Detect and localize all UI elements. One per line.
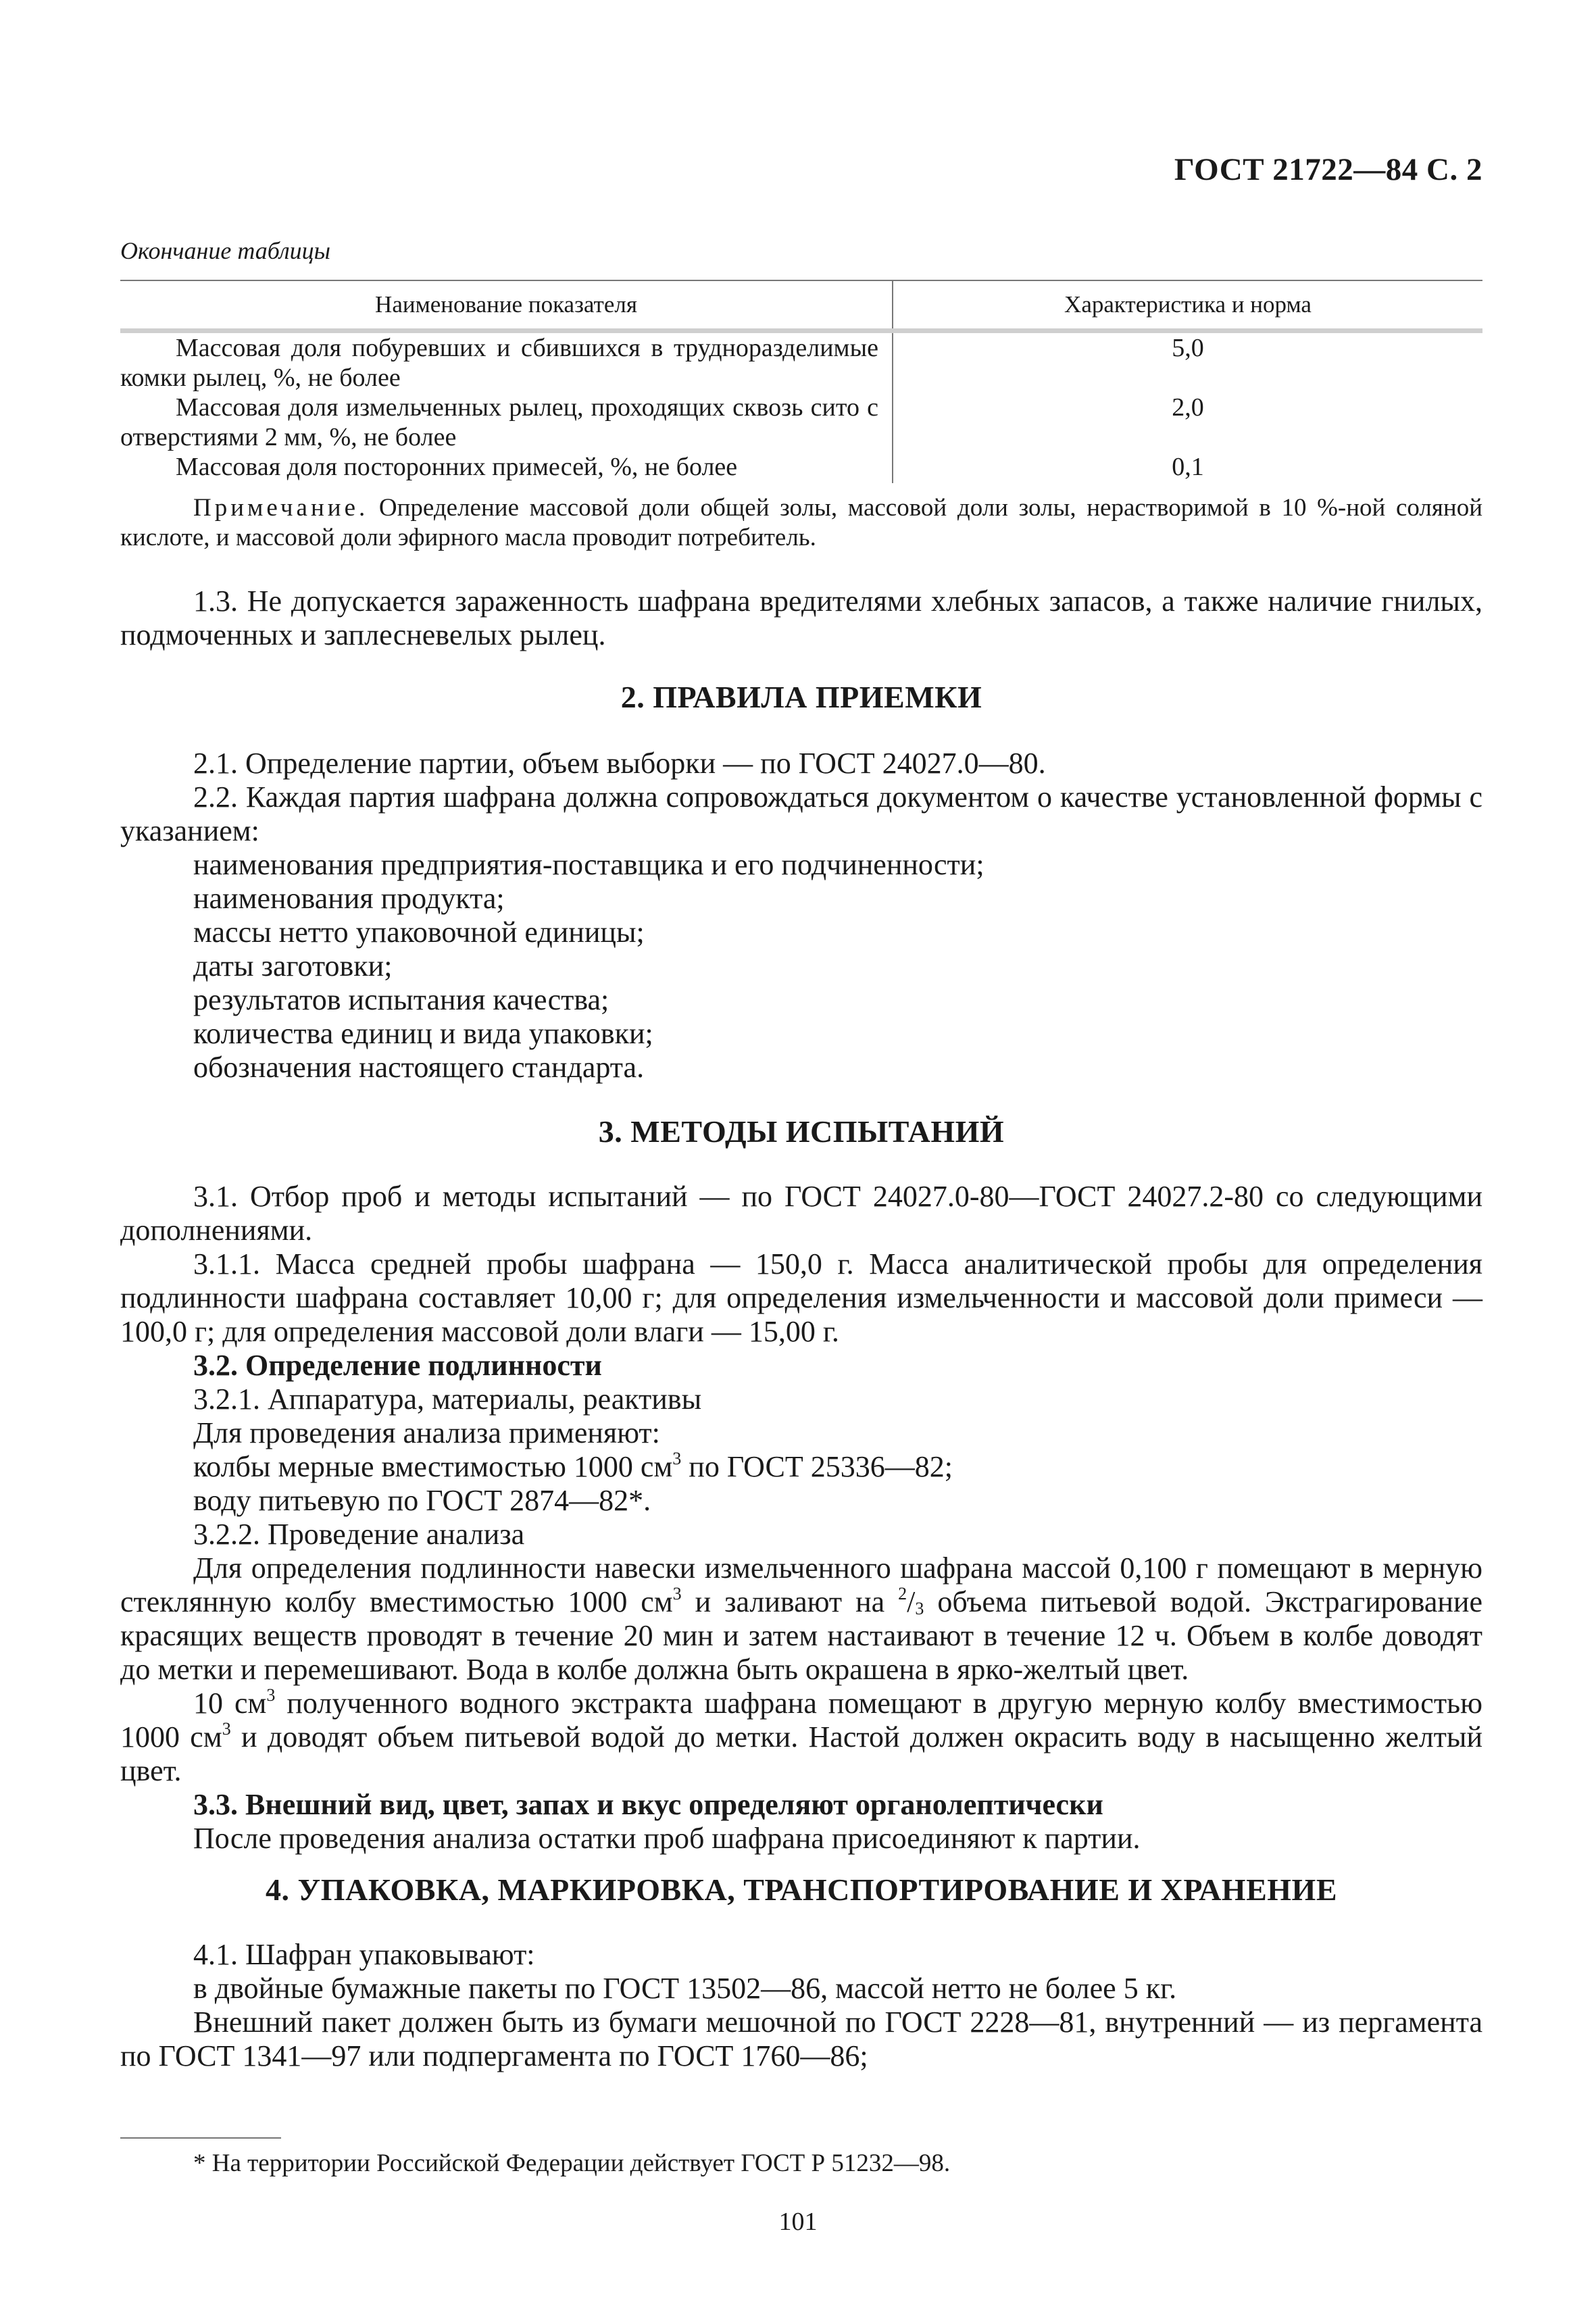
section-3-body [120, 1180, 1482, 1856]
row-name: Массовая доля посторонних примесей, %, не более [176, 453, 738, 481]
table-header-row [120, 281, 1482, 333]
paragraph-3-1: 3.1. Отбор проб и методы испытаний — по ГОСТ 24027.0-80—ГОСТ 24027.2-80 со следующими дополнениями. [120, 1180, 1482, 1247]
paragraph-3-2-1: 3.2.1. Аппаратура, материалы, реактивы [193, 1383, 702, 1416]
section-2-body [120, 747, 1482, 1085]
footnote-divider [120, 2137, 281, 2139]
section-4-body [120, 1938, 1482, 2073]
list-item: обозначения настоящего стандарта. [193, 1051, 645, 1084]
table-caption: Окончание таблицы [120, 237, 331, 264]
paragraph-2-2: 2.2. Каждая партия шафрана должна сопровождаться документом о качестве установленной формы с указанием: [120, 780, 1482, 847]
water-line: воду питьевую по ГОСТ 2874—82*. [193, 1484, 651, 1517]
paragraph-4-1: 4.1. Шафран упаковывают: [193, 1938, 535, 1971]
row-name: Массовая доля измельченных рылец, проходящих сквозь сито с отверстиями 2 мм, %, не более [120, 393, 878, 451]
paragraph-2-1: 2.1. Определение партии, объем выборки — по ГОСТ 24027.0—80. [193, 747, 1046, 780]
row-value: 5,0 [1172, 334, 1204, 362]
note-text: Определение массовой доли общей золы, массовой доли золы, нерастворимой в 10 %-ной соляной кислоте, и массовой доли эфирного масла проводит потребитель. [120, 494, 1482, 551]
paragraph-3-1-1: 3.1.1. Масса средней пробы шафрана — 150,0 г. Масса аналитической пробы для определения подлинности шафрана составляет 10,00 г; для определения измельченности и массовой доли примеси — 100,0 г; для определения массовой доли влаги — 15,00 г. [120, 1247, 1482, 1348]
note-label: Примечание. [193, 494, 369, 522]
column-header-name: Наименование показателя [120, 281, 893, 328]
row-value: 0,1 [1172, 453, 1204, 481]
list-item: количества единиц и вида упаковки; [193, 1017, 653, 1050]
heading-3-2: 3.2. Определение подлинности [193, 1349, 602, 1382]
footnote: * На территории Российской Федерации действует ГОСТ Р 51232—98. [193, 2149, 951, 2177]
bags-line: в двойные бумажные пакеты по ГОСТ 13502—86, массой нетто не более 5 кг. [193, 1972, 1177, 2005]
section-4-title: 4. УПАКОВКА, МАРКИРОВКА, ТРАНСПОРТИРОВАНИЕ И ХРАНЕНИЕ [265, 1872, 1338, 1907]
list-item: наименования предприятия-поставщика и его подчиненности; [193, 848, 984, 881]
table-note [120, 493, 1482, 553]
list-item: наименования продукта; [193, 882, 505, 915]
after-analysis-line: После проведения анализа остатки проб шафрана присоединяют к партии. [193, 1822, 1141, 1855]
paragraph-3-2-2: 3.2.2. Проведение анализа [193, 1518, 525, 1551]
apply-line: Для проведения анализа применяют: [193, 1416, 660, 1449]
section-3-title: 3. МЕТОДЫ ИСПЫТАНИЙ [598, 1114, 1005, 1149]
procedure-paragraph: Для определения подлинности навески измельченного шафрана массой 0,100 г помещают в мерную стеклянную колбу вместимостью 1000 $см^3$ и заливают на $^2/_3$ объема питьевой водой. Экстрагирование красящих веществ проводят в течение 20 мин и затем настаивают в течение 12 ч. Объем в колбе доводят до метки и перемешивают. Вода в колбе должна быть окрашена в ярко-желтый цвет. [120, 1551, 1483, 1686]
table-row [120, 393, 1482, 452]
indicator-table [120, 280, 1482, 483]
heading-3-3: 3.3. Внешний вид, цвет, запах и вкус определяют органолептически [193, 1788, 1103, 1821]
table-row [120, 452, 1482, 483]
section-2-title: 2. ПРАВИЛА ПРИЕМКИ [620, 680, 982, 714]
row-value: 2,0 [1172, 393, 1204, 422]
column-header-value: Характеристика и норма [1064, 291, 1312, 318]
list-item: массы нетто упаковочной единицы; [193, 916, 645, 949]
page-number: 101 [778, 2208, 818, 2236]
row-name: Массовая доля побуревших и сбившихся в трудноразделимые комки рылец, %, не более [120, 334, 878, 392]
list-item: даты заготовки; [193, 949, 393, 982]
document-header: ГОСТ 21722—84 С. 2 [1174, 152, 1482, 187]
paragraph-1-3: 1.3. Не допускается зараженность шафрана вредителями хлебных запасов, а также наличие гнилых, подмоченных и заплесневелых рылец. [120, 584, 1482, 651]
extract-paragraph: 10 $см^3$ полученного водного экстракта шафрана помещают в другую мерную колбу вместимостью 1000 $см^3$ и доводят объем питьевой водой до метки. Настой должен окрасить воду в насыщенно желтый цвет. [120, 1685, 1483, 1787]
table-row [120, 333, 1482, 393]
list-item: результатов испытания качества; [193, 983, 609, 1016]
outer-bag-paragraph: Внешний пакет должен быть из бумаги мешочной по ГОСТ 2228—81, внутренний — из пергамента по ГОСТ 1341—97 или подпергамента по ГОСТ 1760—86; [120, 2006, 1482, 2072]
flask-line: колбы мерные вместимостью 1000 $см^3$ по ГОСТ 25336—82; [193, 1449, 953, 1483]
